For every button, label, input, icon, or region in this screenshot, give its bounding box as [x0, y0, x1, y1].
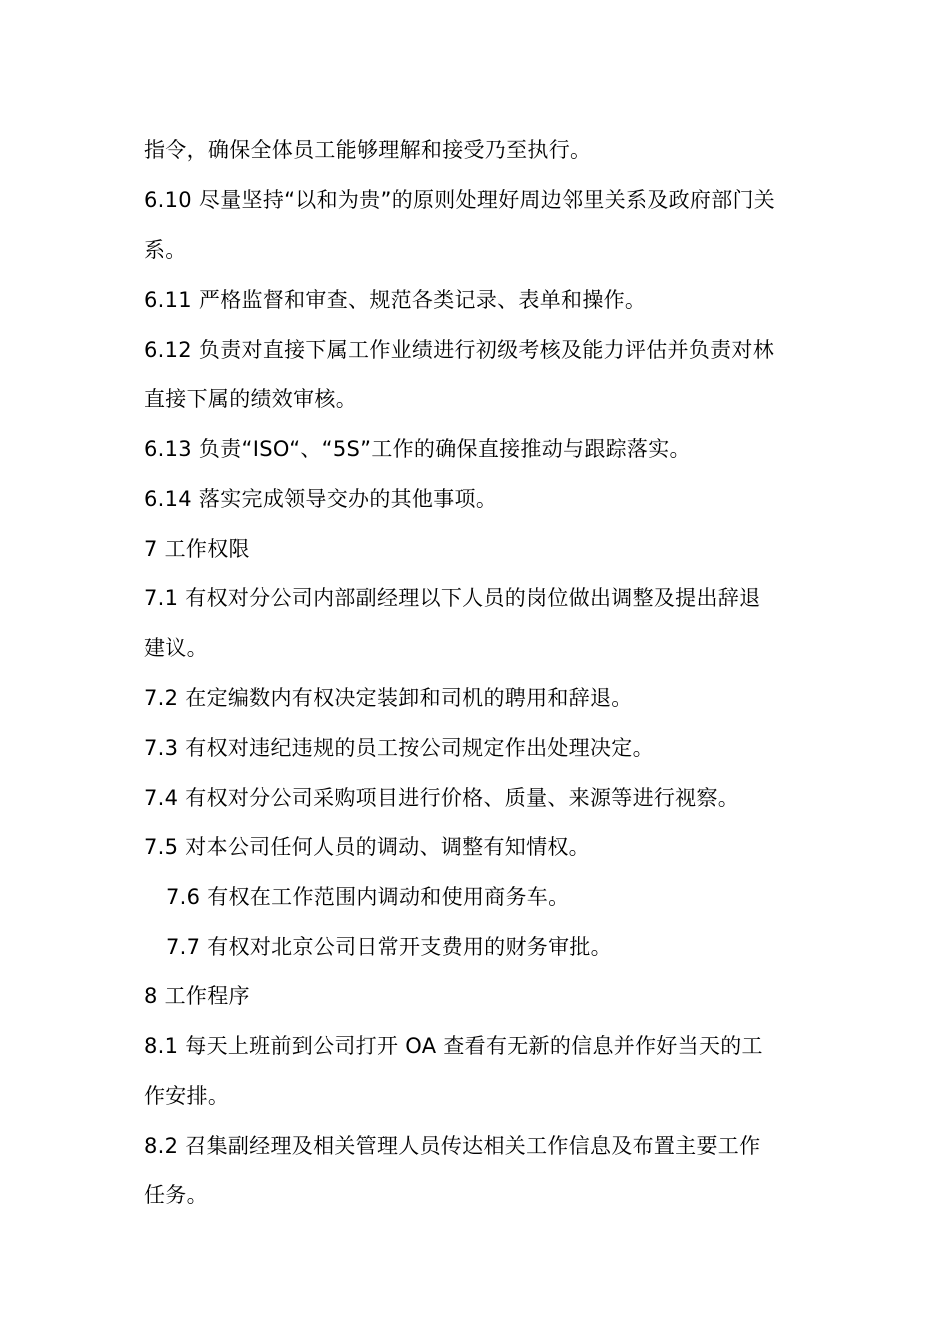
text-line: 系。: [144, 238, 187, 262]
section-heading: 8 工作程序: [144, 984, 250, 1008]
text-line: 6.11 严格监督和审查、规范各类记录、表单和操作。: [144, 288, 647, 312]
text-line: 7.2 在定编数内有权决定装卸和司机的聘用和辞退。: [144, 686, 633, 710]
text-line: 7.6 有权在工作范围内调动和使用商务车。: [166, 885, 570, 909]
text-line: 6.13 负责“ISO“、“5S”工作的确保直接推动与跟踪落实。: [144, 437, 691, 461]
text-line: 作安排。: [144, 1084, 230, 1108]
text-line: 6.10 尽量坚持“以和为贵”的原则处理好周边邻里关系及政府部门关: [144, 188, 776, 212]
text-line: 6.14 落实完成领导交办的其他事项。: [144, 487, 498, 511]
text-line: 7.1 有权对分公司内部副经理以下人员的岗位做出调整及提出辞退: [144, 586, 761, 610]
text-line: 直接下属的绩效审核。: [144, 387, 357, 411]
text-line: 建议。: [144, 636, 208, 660]
text-line: 7.5 对本公司任何人员的调动、调整有知情权。: [144, 835, 590, 859]
text-line: 7.7 有权对北京公司日常开支费用的财务审批。: [166, 935, 612, 959]
text-line: 任务。: [144, 1183, 208, 1207]
text-line: 8.2 召集副经理及相关管理人员传达相关工作信息及布置主要工作: [144, 1134, 761, 1158]
text-line: 7.3 有权对违纪违规的员工按公司规定作出处理决定。: [144, 736, 654, 760]
text-line: 指令，确保全体员工能够理解和接受乃至执行。: [144, 138, 592, 162]
section-heading: 7 工作权限: [144, 537, 250, 561]
text-line: 6.12 负责对直接下属工作业绩进行初级考核及能力评估并负责对林: [144, 338, 775, 362]
text-line: 8.1 每天上班前到公司打开 OA 查看有无新的信息并作好当天的工: [144, 1034, 763, 1058]
text-line: 7.4 有权对分公司采购项目进行价格、质量、来源等进行视察。: [144, 786, 740, 810]
